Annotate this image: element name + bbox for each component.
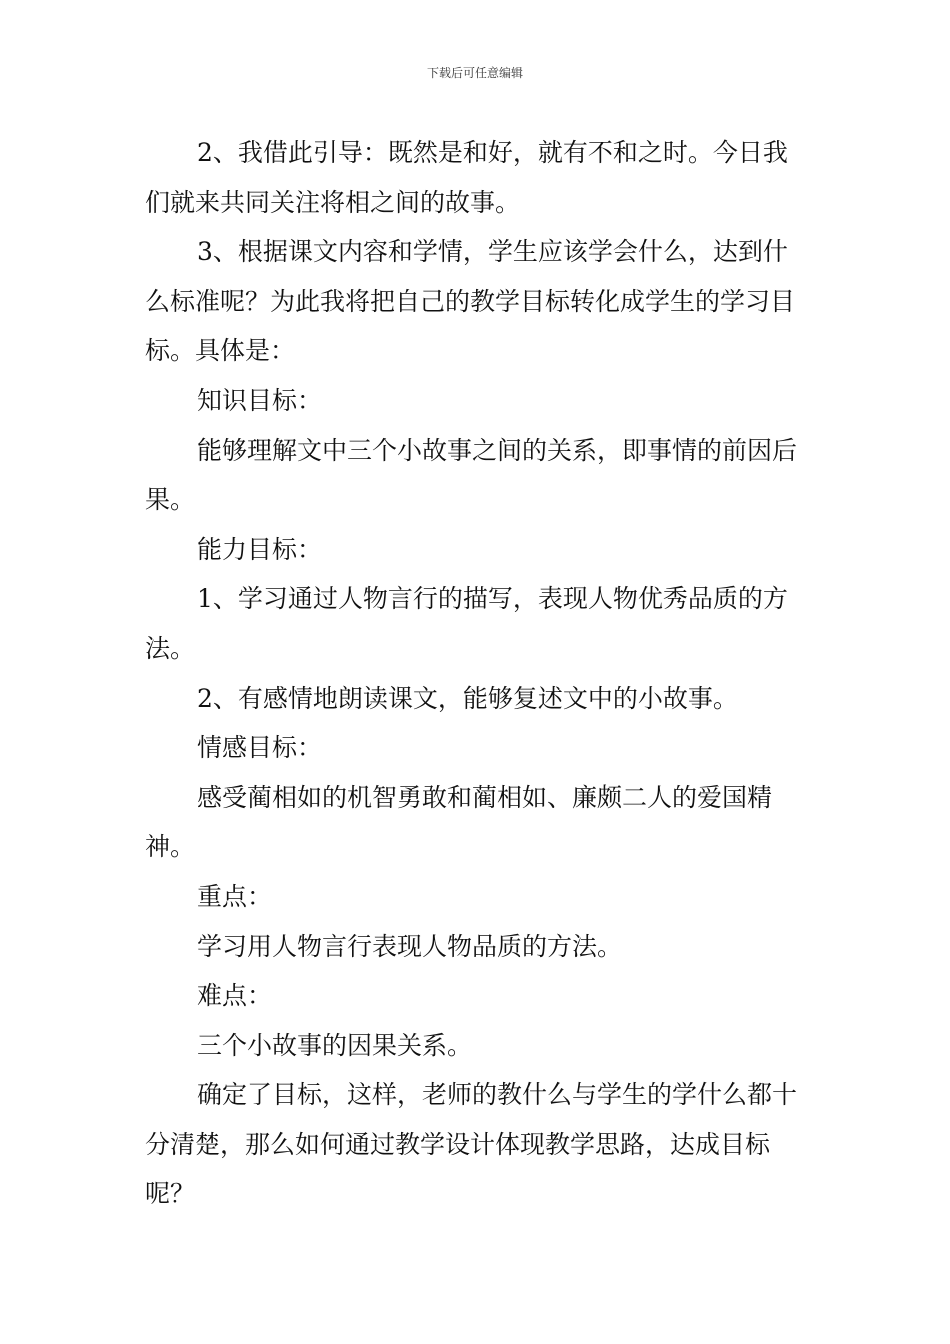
section-heading-ability-goal: 能力目标： xyxy=(197,534,323,564)
paragraph: 学习用人物言行表现人物品质的方法。 xyxy=(197,931,623,961)
paragraph: 3、根据课文内容和学情，学生应该学会什么，达到什么标准呢？为此我将把自己的教学目标转化成学生的学习目标。具体是： xyxy=(145,237,796,366)
section-heading-emotion-goal: 情感目标： xyxy=(197,733,323,763)
section-heading-key-point: 重点： xyxy=(197,881,273,911)
document-body xyxy=(145,128,810,1219)
paragraph: 1、学习通过人物言行的描写，表现人物优秀品质的方法。 xyxy=(145,584,788,663)
section-heading-difficulty: 难点： xyxy=(197,981,273,1011)
paragraph: 2、有感情地朗读课文，能够复述文中的小故事。 xyxy=(197,683,738,713)
paragraph: 感受蔺相如的机智勇敢和蔺相如、廉颇二人的爱国精神。 xyxy=(145,782,773,862)
paragraph: 能够理解文中三个小故事之间的关系，即事情的前因后果。 xyxy=(145,435,798,515)
section-heading-knowledge-goal: 知识目标： xyxy=(197,385,323,415)
page-header-note: 下载后可任意编辑 xyxy=(426,66,523,80)
paragraph: 三个小故事的因果关系。 xyxy=(197,1030,473,1060)
paragraph: 2、我借此引导：既然是和好，就有不和之时。今日我们就来共同关注将相之间的故事。 xyxy=(145,138,788,217)
paragraph: 确定了目标，这样，老师的教什么与学生的学什么都十分清楚，那么如何通过教学设计体现教学思路，达成目标呢？ xyxy=(145,1080,798,1209)
